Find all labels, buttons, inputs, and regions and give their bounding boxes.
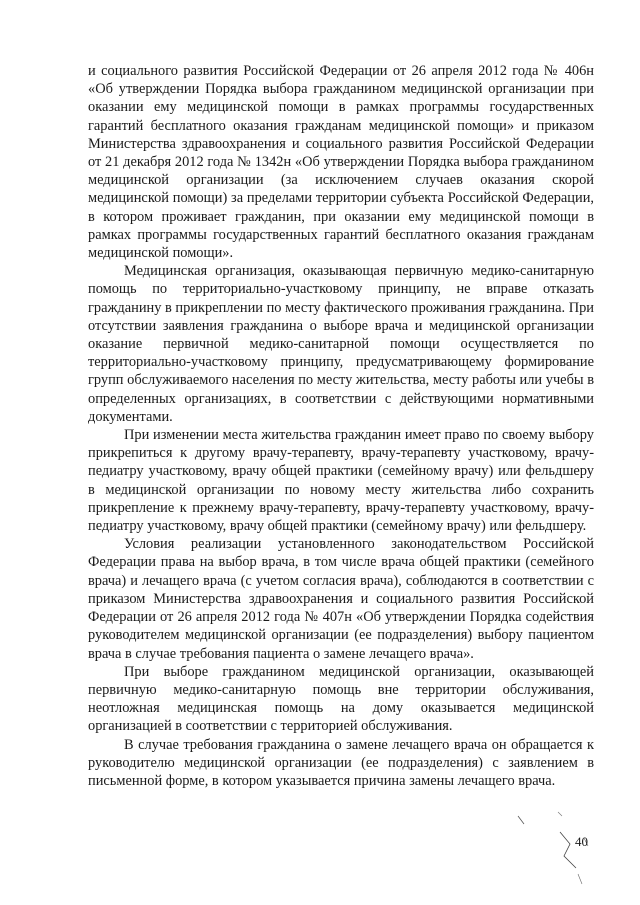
paragraph-doctor-replacement: В случае требования гражданина о замене лечащего врача он обращается к руководителю медицинской организации (ее подразделения) с заявлением в письменной форме, в котором указывается причина замены лечащего врача.: [88, 736, 594, 789]
paragraph-territorial-principle: Медицинская организация, оказывающая первичную медико-санитарную помощь по территориально-участковому принципу, не вправе отказать гражданину в прикреплении по месту фактического проживания гражданина. При отсутствии заявления гражданина о выборе врача и медицинской организации оказание первичной медико-санитарной помощи осуществляется по территориально-участковому принципу, предусматривающему формирование групп обслуживаемого населения по месту жительства, месту работы или учебы в определенных организациях, в соответствии с действующими нормативными документами.: [88, 263, 594, 425]
scan-artifact-marks: [500, 810, 600, 890]
document-body: [88, 62, 594, 790]
paragraph-outside-territory: При выборе гражданином медицинской организации, оказывающей первичную медико-санитарную помощь вне территории обслуживания, неотложная медицинская помощь на дому оказывается медицинской организацией в соответствии с территорией обслуживания.: [88, 663, 594, 735]
paragraph-change-of-residence: При изменении места жительства гражданин имеет право по своему выбору прикрепиться к другому врачу-терапевту, врачу-терапевту участковому, врачу-педиатру участковому, врачу общей практики (семейному врачу) или фельдшеру в медицинской организации по новому месту жительства либо сохранить прикрепление к прежнему врачу-терапевту, врачу-терапевту участковому, врачу-педиатру участковому, врачу общей практики (семейному врачу) или фельдшеру.: [88, 427, 594, 535]
paragraph-choice-of-doctor: Условия реализации установленного законодательством Российской Федерации права на выбор врача, в том числе врача общей практики (семейного врача) и лечащего врача (с учетом согласия врача), соблюдаются в соответствии с приказом Министерства здравоохранения и социального развития Российской Федерации от 26 апреля 2012 года № 407н «Об утверждении Порядка содействия руководителем медицинской организации (ее подразделения) выбору пациентом врача в случае требования пациента о замене лечащего врача».: [88, 536, 594, 662]
paragraph-continuation: и социального развития Российской Федерации от 26 апреля 2012 года № 406н «Об утверждении Порядка выбора гражданином медицинской организации при оказании ему медицинской помощи в рамках программы государственных гарантий бесплатного оказания гражданам медицинской помощи» и приказом Министерства здравоохранения и социального развития Российской Федерации от 21 декабря 2012 года № 1342н «Об утверждении Порядка выбора гражданином медицинской организации (за исключением случаев оказания скорой медицинской помощи) за пределами территории субъекта Российской Федерации, в котором проживает гражданин, при оказании ему медицинской помощи в рамках программы государственных гарантий бесплатного оказания гражданам медицинской помощи».: [88, 63, 594, 262]
page-number: 40: [575, 834, 588, 849]
